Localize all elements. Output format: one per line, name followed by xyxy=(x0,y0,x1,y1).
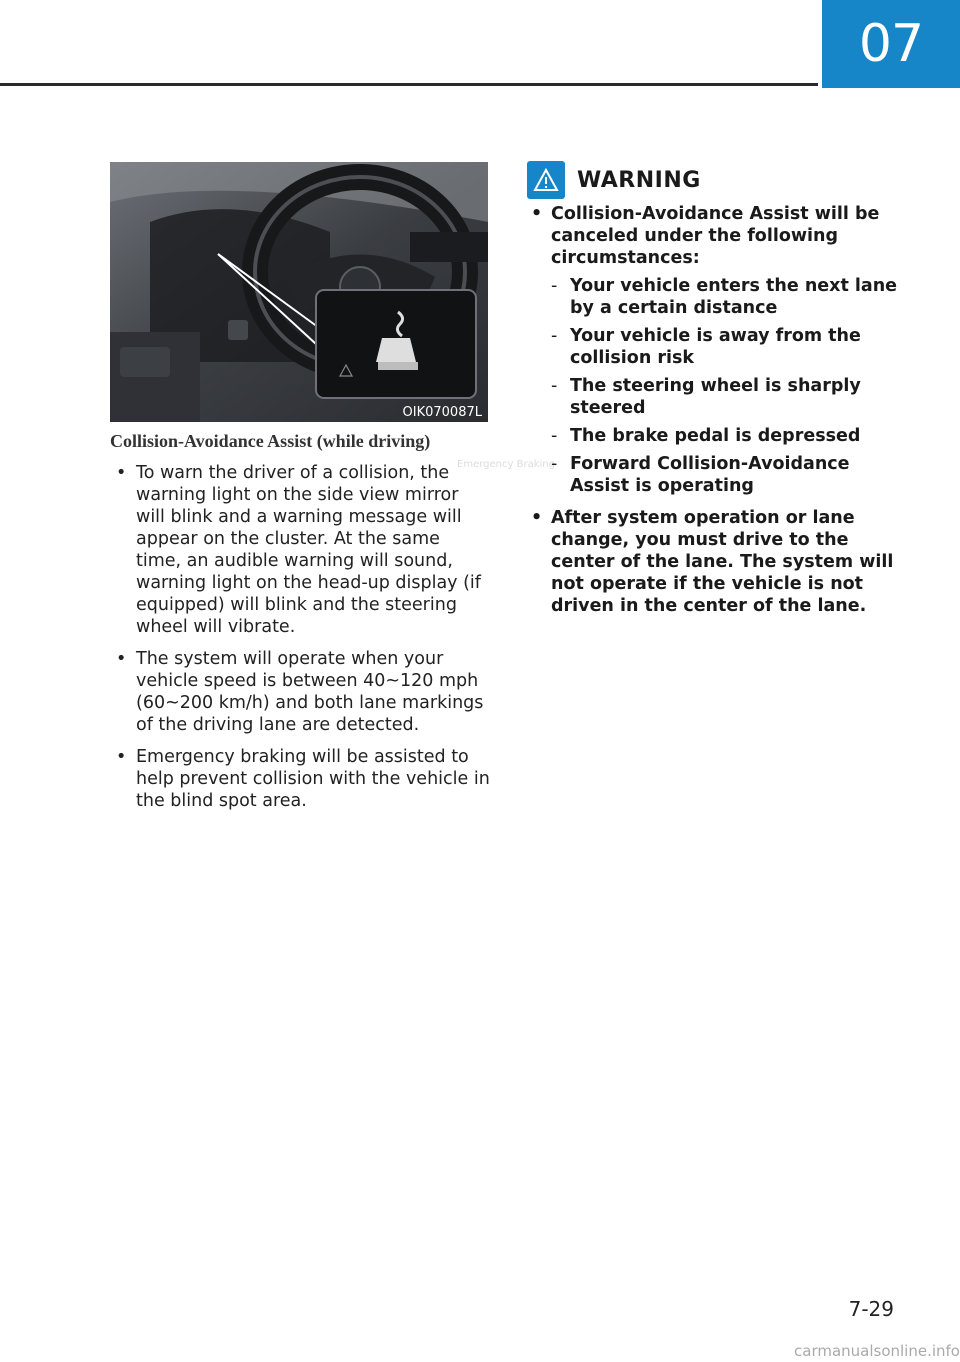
warning-item xyxy=(527,203,907,497)
condition-item: - Forward Collision-Avoidance Assist is operating xyxy=(551,453,907,497)
warning-triangle-icon xyxy=(527,161,565,199)
bullet-item: • Emergency braking will be assisted to help prevent collision with the vehicle in the blind spot area. xyxy=(110,746,490,812)
warning-item-text: Collision-Avoidance Assist will be canceled under the following circumstances: xyxy=(551,204,880,268)
watermark: carmanualsonline.info xyxy=(794,1342,960,1360)
condition-item: - Your vehicle is away from the collision risk xyxy=(551,325,907,369)
popup-title: Emergency Braking xyxy=(457,459,555,470)
condition-item: - The steering wheel is sharply steered xyxy=(551,375,907,419)
section-title: Collision-Avoidance Assist (while driving) xyxy=(110,431,431,451)
feature-bullets xyxy=(110,462,490,822)
bullet-item: • To warn the driver of a collision, the warning light on the side view mirror will blink and a warning message will appear on the cluster. At the same time, an audible warning will sound, warning light on the head-up display (if equipped) will blink and the steering wheel will vibrate. xyxy=(110,462,490,638)
figure-code: OIK070087L xyxy=(402,405,482,420)
condition-item: - The brake pedal is depressed xyxy=(551,425,907,447)
warning-header xyxy=(527,160,701,200)
condition-item: - Your vehicle enters the next lane by a certain distance xyxy=(551,275,907,319)
dashboard-drawing xyxy=(110,162,488,422)
warning-item: • After system operation or lane change, you must drive to the center of the lane. The system will not operate if the vehicle is not driven in the center of the lane. xyxy=(527,507,907,617)
header-rule xyxy=(0,83,818,86)
warning-list xyxy=(527,203,907,627)
bullet-item: • The system will operate when your vehicle speed is between 40~120 mph (60~200 km/h) and both lane markings of the driving lane are detected. xyxy=(110,648,490,736)
chapter-tab: 07 xyxy=(822,0,960,88)
cancel-conditions xyxy=(551,275,907,497)
warning-title: WARNING xyxy=(577,167,701,193)
page-number: 7-29 xyxy=(848,1297,894,1321)
